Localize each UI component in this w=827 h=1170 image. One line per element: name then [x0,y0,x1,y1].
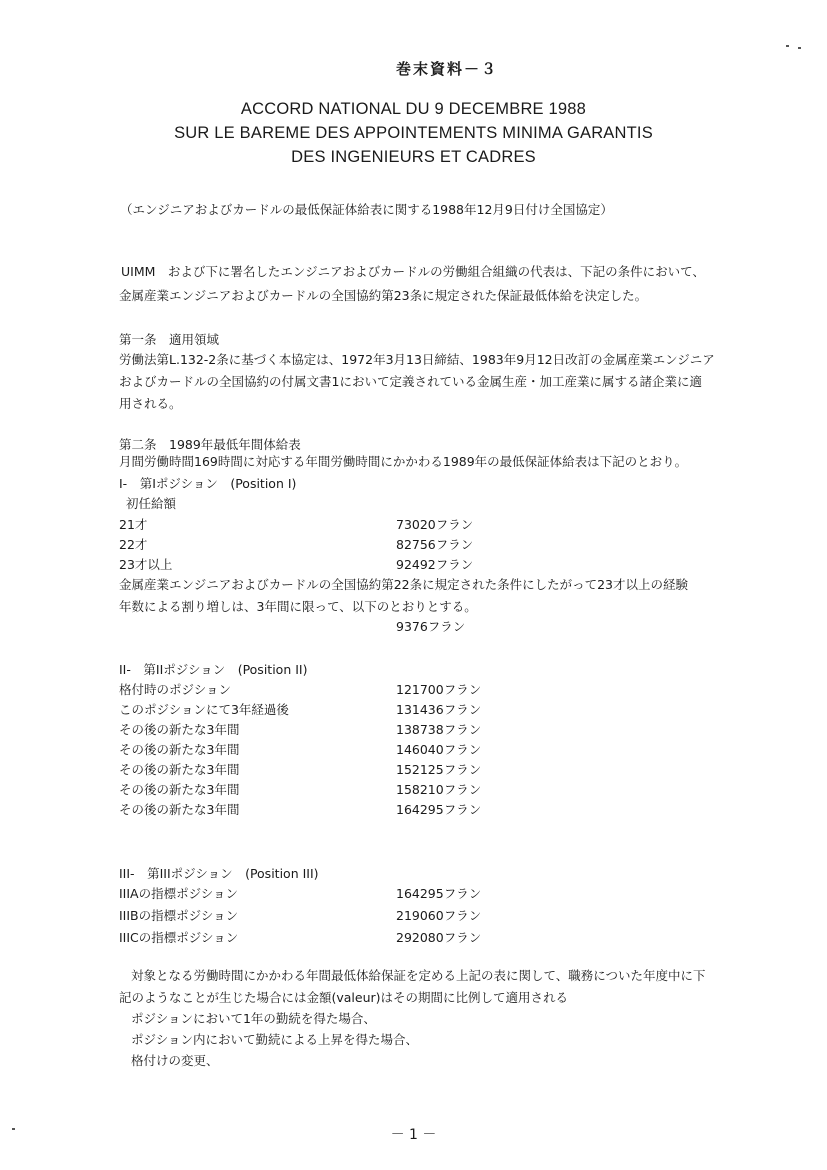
row-label: その後の新たな3年間 [119,762,240,777]
article-1-heading: 第一条 適用領域 [119,332,220,347]
row-value: 219060フラン [396,908,482,923]
row-label: 21才 [119,517,148,532]
row-value: 82756フラン [396,537,474,552]
position-1-bonus: 9376フラン [396,619,466,634]
row-value: 152125フラン [396,762,482,777]
row-label: IIIBの指標ポジション [119,908,239,923]
row-value: 131436フラン [396,702,482,717]
appendix-label: 巻末資料－３ [396,60,499,78]
intro-line-2: 金属産業エンジニアおよびカードルの全国協約第23条に規定された保証最低体給を決定した。 [119,288,648,303]
row-label: IIIAの指標ポジション [119,886,239,901]
row-value: 73020フラン [396,517,474,532]
closing-bullet-1: ポジションにおいて1年の勤続を得た場合、 [131,1011,376,1026]
position-1-subheading: 初任給額 [126,496,177,511]
article-1-line-2: およびカードルの全国協約の付属文書1において定義されている金属生産・加工産業に属する諸企業に適 [119,374,702,389]
row-label: その後の新たな3年間 [119,802,240,817]
article-2-heading: 第二条 1989年最低年間体給表 [119,437,301,452]
closing-bullet-3: 格付けの変更、 [131,1053,219,1068]
japanese-subtitle: （エンジニアおよびカードルの最低保証体給表に関する1988年12月9日付け全国協定） [120,202,613,217]
position-1-heading: I- 第Iポジション (Position I) [119,476,297,491]
closing-line-2: 記のようなことが生じた場合には金額(valeur)はその期間に比例して適用される [119,990,569,1005]
row-value: 164295フラン [396,886,482,901]
row-value: 121700フラン [396,682,482,697]
scan-speck [798,47,801,49]
scan-speck [12,1128,15,1130]
row-value: 292080フラン [396,930,482,945]
article-1-line-3: 用される。 [119,396,182,411]
row-label: その後の新たな3年間 [119,782,240,797]
title-line-2: SUR LE BAREME DES APPOINTEMENTS MINIMA GARANTIS [174,124,653,142]
row-label: その後の新たな3年間 [119,742,240,757]
row-label: 格付時のポジション [119,682,231,697]
scan-speck [786,45,789,47]
intro-line-1: UIMM および下に署名したエンジニアおよびカードルの労働組合組織の代表は、下記の条件において、 [121,264,705,279]
page-number: － 1 － [390,1127,437,1143]
position-2-heading: II- 第IIポジション (Position II) [119,662,308,677]
title-line-1: ACCORD NATIONAL DU 9 DECEMBRE 1988 [240,100,587,118]
row-value: 146040フラン [396,742,482,757]
closing-bullet-2: ポジション内において勤続による上昇を得た場合、 [131,1032,418,1047]
article-1-line-1: 労働法第L.132-2条に基づく本協定は、1972年3月13日締結、1983年9月12日改訂の金属産業エンジニア [119,352,715,367]
row-value: 138738フラン [396,722,482,737]
position-1-note-2: 年数による割り増しは、3年間に限って、以下のとおりとする。 [119,599,477,614]
row-value: 164295フラン [396,802,482,817]
row-label: 23才以上 [119,557,173,572]
row-label: 22才 [119,537,148,552]
row-value: 92492フラン [396,557,474,572]
row-label: その後の新たな3年間 [119,722,240,737]
position-3-heading: III- 第IIIポジション (Position III) [119,866,319,881]
position-1-note-1: 金属産業エンジニアおよびカードルの全国協約第22条に規定された条件にしたがって23才以上の経験 [119,577,689,592]
article-2-intro: 月間労働時間169時間に対応する年間労働時間にかかわる1989年の最低保証体給表は下記のとおり。 [119,454,688,469]
row-label: IIICの指標ポジション [119,930,239,945]
closing-line-1: 対象となる労働時間にかかわる年間最低体給保証を定める上記の表に関して、職務についた年度中に下 [131,968,706,983]
row-label: このポジションにて3年経過後 [119,702,289,717]
row-value: 158210フラン [396,782,482,797]
title-line-3: DES INGENIEURS ET CADRES [291,148,536,166]
